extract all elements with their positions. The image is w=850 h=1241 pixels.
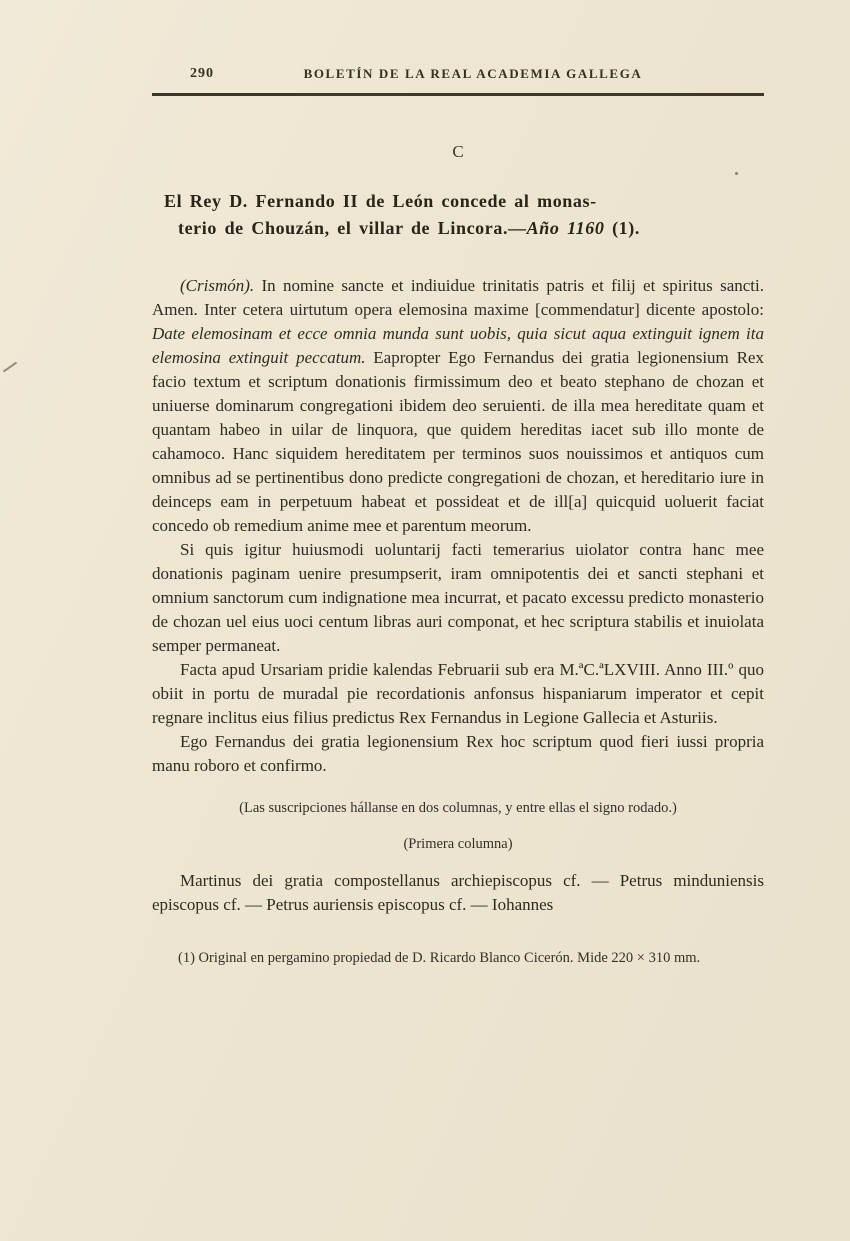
document-heading bbox=[152, 188, 764, 242]
p1-text-a: In nomine sancte et indiuidue trinitatis patris et filij et spiritus sancti. Amen. Inter cetera uirtutum opera elemosina maxime [commendatur] dicente apostolo: bbox=[152, 276, 764, 319]
heading-line-1: El Rey D. Fernando II de León concede al monas- bbox=[164, 191, 597, 211]
document-body bbox=[152, 274, 764, 778]
heading-year-italic: Año 1160 bbox=[526, 218, 605, 238]
heading-footnote-ref: (1). bbox=[604, 218, 640, 238]
subscriptions-note: (Las suscripciones hállanse en dos columnas, y entre ellas el signo rodado.) bbox=[239, 800, 677, 816]
footnote bbox=[152, 947, 764, 969]
footnote-text: Original en pergamino propiedad de D. Ricardo Blanco Cicerón. Mide 220 × 310 mm. bbox=[194, 950, 701, 966]
crismon-italic: (Crismón). bbox=[180, 276, 255, 295]
heading-line-2 bbox=[152, 215, 764, 242]
p1-latin-quote-italic: Date elemosinam et ecce omnia munda sunt uobis, quia sicut aqua extinguit ignem ita elemosina extinguit peccatum. bbox=[152, 324, 764, 367]
p1-text-b: Eapropter Ego Fernandus dei gratia legionensium Rex facio textum et scriptum donationis firmissimum deo et beato stephano de chozan et uniuerse dominarum congregationi ibidem deo seruienti. de illa mea hereditate quam et quantam habeo in uilar de linquora, que quidem hereditas iacet sub illo monte de cahamoco. Hanc siquidem hereditatem per terminos suos nouissimos et antiquos cum omnibus ad se pertinentibus dono predicte congregationi de chozan, et hereditario iure in deinceps eam in perpetuum habeat et possideat et de ill[a] quicquid uoluerit faciat concedo ob remedium anime mee et parentum meorum. bbox=[152, 348, 764, 535]
section-letter: C bbox=[452, 142, 464, 161]
header-rule bbox=[152, 93, 764, 96]
running-header bbox=[152, 66, 764, 88]
heading-line2-text: terio de Chouzán, el villar de Lincora.— bbox=[178, 218, 527, 238]
page-content bbox=[152, 66, 764, 984]
first-column-label: (Primera columna) bbox=[403, 836, 513, 852]
journal-title: BOLETÍN DE LA REAL ACADEMIA GALLEGA bbox=[303, 66, 643, 81]
body-paragraph-4: Ego Fernandus dei gratia legionensium Rex hoc scriptum quod fieri iussi propria manu roboro et confirmo. bbox=[152, 732, 764, 775]
body-paragraph-1 bbox=[152, 274, 764, 538]
scan-artifact-slash bbox=[3, 362, 17, 373]
first-column-paragraph: Martinus dei gratia compostellanus archiepiscopus cf. — Petrus minduniensis episcopus cf. — Petrus auriensis episcopus cf. — Iohannes bbox=[152, 871, 764, 914]
body-paragraph-2: Si quis igitur huiusmodi uoluntarij facti temerarius uiolator contra hanc mee donationis paginam uenire presumpserit, iram omnipotentis dei et sancti stephani et omnium sanctorum cum indignatione mea incurrat, et pacato excessu predicto monasterio de chozan uel eius uoci centum libras auri componat, et hec scriptura stabilis et inuiolata semper permaneat. bbox=[152, 540, 764, 655]
page-number: 290 bbox=[190, 66, 214, 81]
body-paragraph-3: Facta apud Ursariam pridie kalendas Februarii sub era M.ªC.ªLXVIII. Anno III.º quo obiit in portu de muradal pie recordationis anfonsus hispaniarum imperator et cepit regnare inclitus eius filius predictus Rex Fernandus in Legione Gallecia et Asturiis. bbox=[152, 660, 764, 727]
footnote-marker: (1) bbox=[178, 950, 195, 966]
